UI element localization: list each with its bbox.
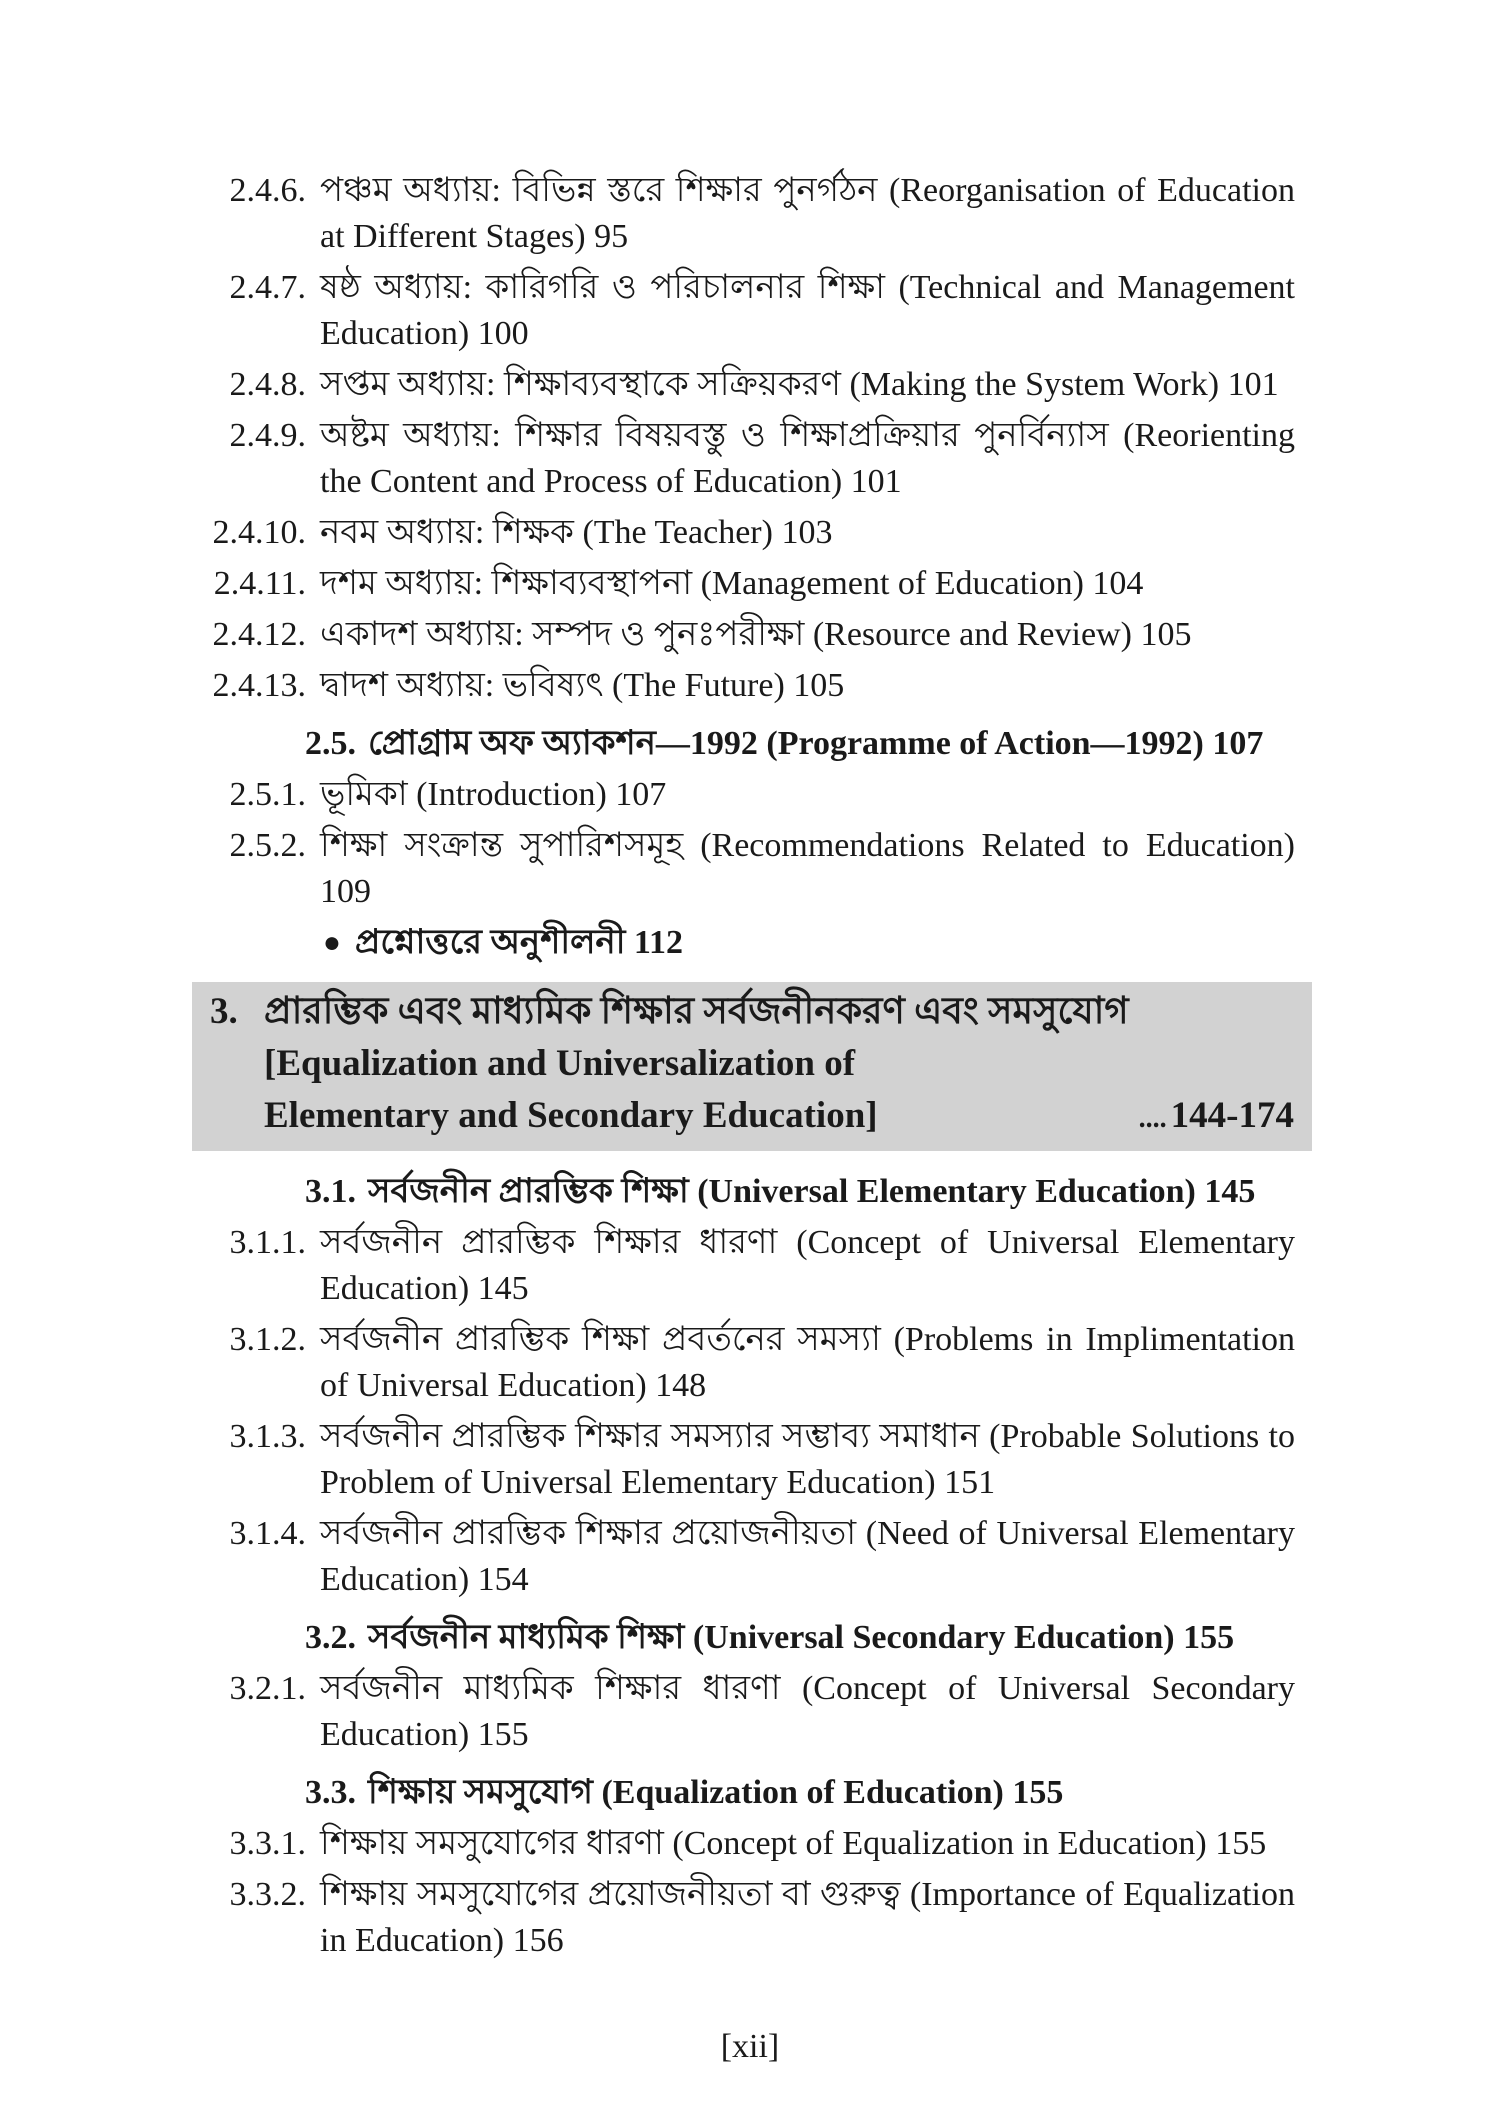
entry-number: 2.4.9. (229, 417, 306, 454)
chapter-title-english-2: Elementary and Secondary Education] (264, 1095, 878, 1136)
entry-text: শিক্ষা সংক্রান্ত সুপারিশসমূহ (Recommendations Related to Education) 109 (320, 827, 1295, 910)
toc-exercise-bullet (0, 920, 1500, 966)
entry-number: 2.4.7. (229, 269, 306, 306)
toc-entry-2-4-12 (0, 612, 1500, 658)
section-number: 3.2. (305, 1619, 356, 1656)
section-heading: সর্বজনীন প্রারম্ভিক শিক্ষা (Universal Elementary Education) 145 (368, 1173, 1256, 1210)
toc-entry-3-1-2 (0, 1317, 1500, 1409)
section-heading: সর্বজনীন মাধ্যমিক শিক্ষা (Universal Secondary Education) 155 (368, 1619, 1235, 1656)
entry-text: শিক্ষায় সমসুযোগের প্রয়োজনীয়তা বা গুরুত্ব (Importance of Equalization in Education) 156 (320, 1876, 1295, 1959)
entry-text: দশম অধ্যায়: শিক্ষাব্যবস্থাপনা (Management of Education) 104 (320, 565, 1144, 602)
chapter-heading-3 (192, 982, 1312, 1151)
chapter-title-english-1: [Equalization and Universalization of (264, 1043, 856, 1084)
section-number: 2.5. (305, 725, 356, 762)
entry-number: 2.4.13. (212, 667, 306, 704)
toc-entry-3-3-1 (0, 1821, 1500, 1867)
toc-entry-2-4-6 (0, 168, 1500, 260)
table-of-contents (0, 168, 1500, 1969)
entry-text: ষষ্ঠ অধ্যায়: কারিগরি ও পরিচালনার শিক্ষা (Technical and Management Education) 100 (320, 269, 1295, 352)
bullet-icon: ● (322, 926, 341, 959)
entry-text: পঞ্চম অধ্যায়: বিভিন্ন স্তরে শিক্ষার পুনর্গঠন (Reorganisation of Education at Different Stages) 95 (320, 172, 1295, 255)
toc-entry-2-4-13 (0, 663, 1500, 709)
entry-number: 3.1.4. (229, 1515, 306, 1552)
entry-text: সর্বজনীন প্রারম্ভিক শিক্ষার ধারণা (Concept of Universal Elementary Education) 145 (320, 1224, 1295, 1307)
toc-section-3-1 (0, 1169, 1500, 1215)
entry-number: 3.3.2. (229, 1876, 306, 1913)
entry-text: সপ্তম অধ্যায়: শিক্ষাব্যবস্থাকে সক্রিয়করণ (Making the System Work) 101 (320, 366, 1279, 403)
entry-number: 2.5.1. (229, 776, 306, 813)
section-number: 3.1. (305, 1173, 356, 1210)
entry-text: সর্বজনীন প্রারম্ভিক শিক্ষার সমস্যার সম্ভাব্য সমাধান (Probable Solutions to Problem of Universal Elementary Education) 151 (320, 1418, 1295, 1501)
entry-text: শিক্ষায় সমসুযোগের ধারণা (Concept of Equalization in Education) 155 (320, 1825, 1267, 1862)
entry-number: 2.4.6. (229, 172, 306, 209)
entry-text: সর্বজনীন প্রারম্ভিক শিক্ষা প্রবর্তনের সমস্যা (Problems in Implimentation of Universal Education) 148 (320, 1321, 1295, 1404)
entry-number: 3.3.1. (229, 1825, 306, 1862)
toc-entry-3-1-4 (0, 1511, 1500, 1603)
entry-text: ভূমিকা (Introduction) 107 (320, 776, 667, 813)
chapter-number: 3. (210, 991, 238, 1032)
page-number: [xii] (720, 2028, 780, 2065)
toc-entry-2-4-9 (0, 413, 1500, 505)
entry-number: 2.5.2. (229, 827, 306, 864)
section-number: 3.3. (305, 1774, 356, 1811)
entry-number: 3.2.1. (229, 1670, 306, 1707)
toc-section-3-3 (0, 1770, 1500, 1816)
toc-entry-3-2-1 (0, 1666, 1500, 1758)
entry-number: 2.4.12. (212, 616, 306, 653)
toc-entry-3-1-1 (0, 1220, 1500, 1312)
entry-text: অষ্টম অধ্যায়: শিক্ষার বিষয়বস্তু ও শিক্ষাপ্রক্রিয়ার পুনর্বিন্যাস (Reorienting the Content and Process of Education) 101 (320, 417, 1295, 500)
toc-entry-2-4-11 (0, 561, 1500, 607)
entry-text: একাদশ অধ্যায়: সম্পদ ও পুনঃপরীক্ষা (Resource and Review) 105 (320, 616, 1192, 653)
entry-number: 3.1.1. (229, 1224, 306, 1261)
toc-section-2-5 (0, 721, 1500, 767)
section-heading: প্রোগ্রাম অফ অ্যাকশন—1992 (Programme of Action—1992) 107 (368, 725, 1264, 762)
entry-number: 3.1.2. (229, 1321, 306, 1358)
entry-text: নবম অধ্যায়: শিক্ষক (The Teacher) 103 (320, 514, 833, 551)
entry-number: 2.4.11. (213, 565, 306, 602)
toc-entry-2-5-2 (0, 823, 1500, 915)
entry-number: 2.4.8. (229, 366, 306, 403)
toc-entry-2-4-10 (0, 510, 1500, 556)
chapter-title-bengali: প্রারম্ভিক এবং মাধ্যমিক শিক্ষার সর্বজনীনকরণ এবং সমসুযোগ (264, 991, 1129, 1032)
section-heading: শিক্ষায় সমসুযোগ (Equalization of Education) 155 (368, 1774, 1064, 1811)
toc-entry-3-1-3 (0, 1414, 1500, 1506)
toc-entry-2-4-8 (0, 362, 1500, 408)
entry-number: 2.4.10. (212, 514, 306, 551)
chapter-page-range (1139, 1090, 1294, 1145)
leader-dots: .... (1138, 1103, 1167, 1134)
entry-text: সর্বজনীন মাধ্যমিক শিক্ষার ধারণা (Concept of Universal Secondary Education) 155 (320, 1670, 1295, 1753)
toc-section-3-2 (0, 1615, 1500, 1661)
entry-text: দ্বাদশ অধ্যায়: ভবিষ্যৎ (The Future) 105 (320, 667, 845, 704)
toc-entry-2-5-1 (0, 772, 1500, 818)
toc-entry-3-3-2 (0, 1872, 1500, 1964)
toc-entry-2-4-7 (0, 265, 1500, 357)
exercise-text: প্রশ্নোত্তরে অনুশীলনী 112 (355, 924, 684, 961)
chapter-pages: 144-174 (1170, 1095, 1294, 1136)
entry-text: সর্বজনীন প্রারম্ভিক শিক্ষার প্রয়োজনীয়তা (Need of Universal Elementary Education) 154 (320, 1515, 1295, 1598)
entry-number: 3.1.3. (229, 1418, 306, 1455)
